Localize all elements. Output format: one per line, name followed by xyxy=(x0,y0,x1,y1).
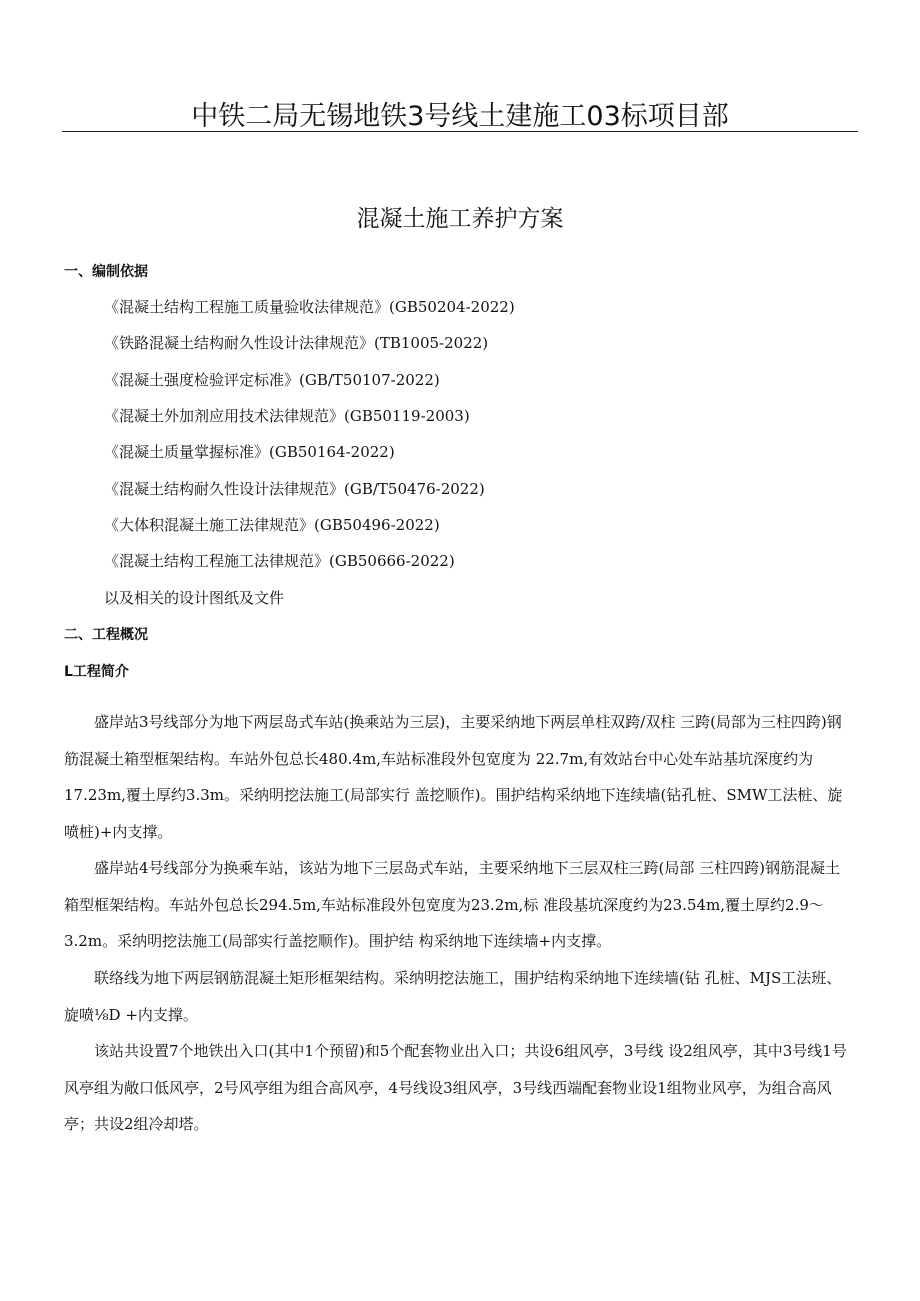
reference-item: 《铁路混凝土结构耐久性设计法律规范》(TB1005-2022) xyxy=(104,334,489,352)
overview-paragraph: 该站共设置7个地铁出入口(其中1个预留)和5个配套物业出入口；共设6组风亭，3号线 设2组风亭，其中3号线1号风亭组为敞口低风亭，2号风亭组为组合高风亭，4号线设3组风亭，3号线西端配套物业设1组物业风亭，为组合高风亭；共设2组冷却塔。 xyxy=(64,1042,847,1133)
reference-item: 《混凝土结构耐久性设计法律规范》(GB/T50476-2022) xyxy=(104,480,485,498)
overview-paragraph: 盛岸站4号线部分为换乘车站，该站为地下三层岛式车站，主要采纳地下三层双柱三跨(局部 三柱四跨)钢筋混凝土箱型框架结构。车站外包总长294.5m,车站标准段外包宽度为23.2m,标 准段基坑深度约为23.54m,覆土厚约2.9～3.2m。采纳明挖法施工(局部实行盖挖顺作)。围护结 构采纳地下连续墙+内支撑。 xyxy=(64,859,841,950)
reference-item: 《混凝土结构工程施工法律规范》(GB50666-2022) xyxy=(104,552,455,570)
reference-closing-text: 以及相关的设计图纸及文件 xyxy=(104,589,285,607)
reference-item: 《混凝土质量掌握标准》(GB50164-2022) xyxy=(104,443,395,461)
project-header-title: 中铁二局无锡地铁3号线土建施工03标项目部 xyxy=(191,101,729,132)
subsection-heading-intro: L工程简介 xyxy=(64,664,129,680)
reference-item: 《混凝土外加剂应用技术法律规范》(GB50119-2003) xyxy=(104,407,470,425)
document-title: 混凝土施工养护方案 xyxy=(356,206,564,232)
reference-item: 《大体积混凝土施工法律规范》(GB50496-2022) xyxy=(104,516,440,534)
section-heading-overview: 二、工程概况 xyxy=(64,627,148,643)
overview-paragraph: 盛岸站3号线部分为地下两层岛式车站(换乘站为三层)，主要采纳地下两层单柱双跨/双柱 三跨(局部为三柱四跨)钢筋混凝土箱型框架结构。车站外包总长480.4m,车站标准段外包宽度为 22.7m,有效站台中心处车站基坑深度约为17.23m,覆土厚约3.3m。采纳明挖法施工(局部实行 盖挖顺作)。围护结构采纳地下连续墙(钻孔桩、SMW工法桩、旋喷桩)+内支撑。 xyxy=(64,713,843,841)
reference-item: 《混凝土强度检验评定标准》(GB/T50107-2022) xyxy=(104,371,440,389)
section-heading-basis: 一、编制依据 xyxy=(64,264,148,280)
reference-item: 《混凝土结构工程施工质量验收法律规范》(GB50204-2022) xyxy=(104,298,515,316)
header-divider xyxy=(62,131,858,132)
overview-paragraph: 联络线为地下两层钢筋混凝土矩形框架结构。采纳明挖法施工，围护结构采纳地下连续墙(钻 孔桩、MJS工法班、旋喷⅛D +内支撑。 xyxy=(64,969,842,1024)
